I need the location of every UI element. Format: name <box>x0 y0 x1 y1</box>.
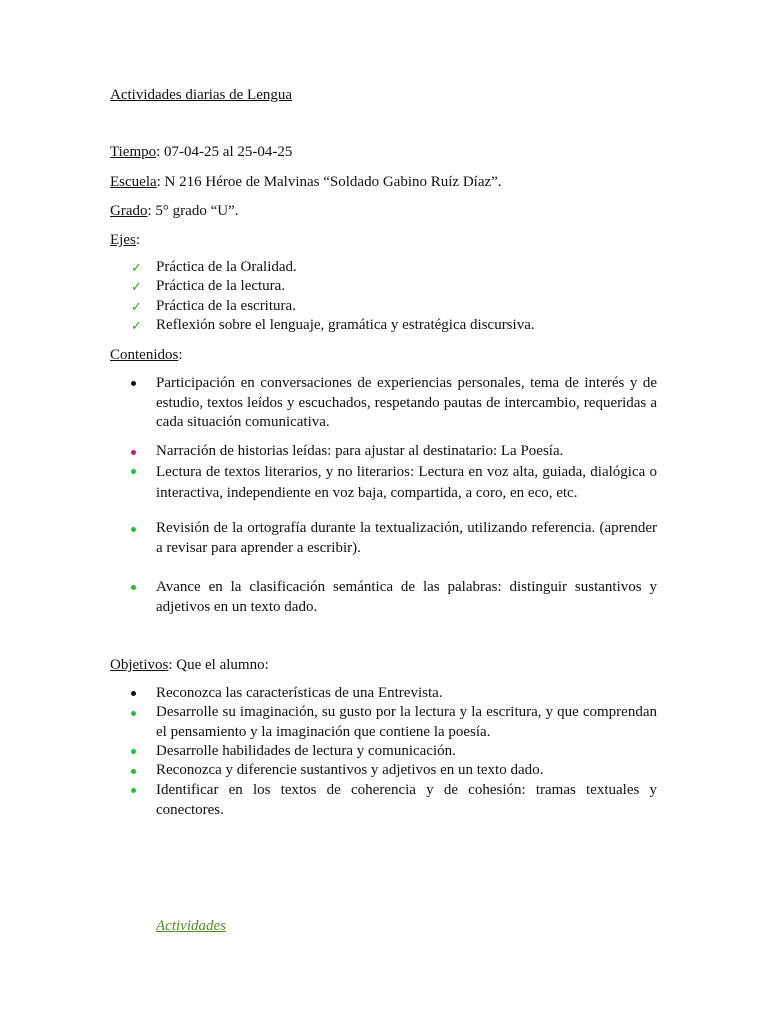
bullet-icon <box>131 788 136 793</box>
actividades-link[interactable]: Actividades <box>156 918 226 934</box>
contenidos-item: Avance en la clasificación semántica de las palabras: distinguir sustantivos y adjetivos en un texto dado. <box>156 579 657 615</box>
grado-value: : 5° grado “U”. <box>147 203 239 219</box>
escuela-label: Escuela <box>110 174 157 190</box>
bullet-icon <box>131 691 136 696</box>
contenidos-item: Lectura de textos literarios, y no literarios: Lectura en voz alta, guiada, dialógica o interactiva, independiente en voz baja, compartida, a coro, en eco, etc. <box>156 464 657 501</box>
grado-line <box>110 201 238 221</box>
grado-label: Grado <box>110 203 148 219</box>
contenidos-item: Revisión de la ortografía durante la textualización, utilizando referencia. (aprender a revisar para aprender a escribir). <box>156 520 657 556</box>
contenidos-suffix: : <box>178 347 183 363</box>
bullet-icon <box>131 585 136 590</box>
bullet-icon <box>131 469 136 474</box>
bullet-icon <box>131 749 136 754</box>
objetivos-item: Reconozca y diferencie sustantivos y adjetivos en un texto dado. <box>156 762 544 778</box>
ejes-item: Práctica de la escritura. <box>156 298 296 314</box>
document-title: Actividades diarias de Lengua <box>110 87 293 103</box>
checkmark-icon: ✓ <box>131 279 142 294</box>
contenidos-heading <box>110 345 183 365</box>
objetivos-label: Objetivos <box>110 657 169 673</box>
tiempo-line <box>110 142 292 162</box>
escuela-line <box>110 172 502 192</box>
objetivos-item: Desarrolle su imaginación, su gusto por la lectura y la escritura, y que comprendan el pensamiento y la imaginación que contiene la poesía. <box>156 704 657 740</box>
checkmark-icon: ✓ <box>131 318 142 333</box>
contenidos-item: Narración de historias leídas: para ajustar al destinatario: La Poesía. <box>156 443 564 459</box>
objetivos-item: Identificar en los textos de coherencia y de cohesión: tramas textuales y conectores. <box>156 782 657 818</box>
contenidos-item: Participación en conversaciones de experiencias personales, tema de interés y de estudio, textos leídos y escuchados, respetando pautas de intercambio, requeridas a cada situación comunicativa. <box>156 375 657 430</box>
ejes-suffix: : <box>135 232 140 248</box>
ejes-heading <box>110 230 140 250</box>
objetivos-suffix: : Que el alumno: <box>168 657 269 673</box>
escuela-value: : N 216 Héroe de Malvinas “Soldado Gabino Ruíz Díaz”. <box>156 174 502 190</box>
ejes-item: Práctica de la lectura. <box>156 278 286 294</box>
bullet-icon <box>131 711 136 716</box>
bullet-icon <box>131 527 136 532</box>
bullet-icon <box>131 450 136 455</box>
objetivos-item: Desarrolle habilidades de lectura y comunicación. <box>156 743 456 759</box>
objetivos-heading <box>110 655 269 675</box>
checkmark-icon: ✓ <box>131 299 142 314</box>
ejes-item: Reflexión sobre el lenguaje, gramática y estratégica discursiva. <box>156 317 535 333</box>
contenidos-label: Contenidos <box>110 347 179 363</box>
tiempo-label: Tiempo <box>110 144 157 160</box>
checkmark-icon: ✓ <box>131 260 142 275</box>
objetivos-item: Reconozca las características de una Entrevista. <box>156 685 443 701</box>
ejes-label: Ejes <box>110 232 136 248</box>
tiempo-value: : 07-04-25 al 25-04-25 <box>156 144 293 160</box>
ejes-item: Práctica de la Oralidad. <box>156 259 297 275</box>
bullet-icon <box>131 769 136 774</box>
bullet-icon <box>131 381 136 386</box>
